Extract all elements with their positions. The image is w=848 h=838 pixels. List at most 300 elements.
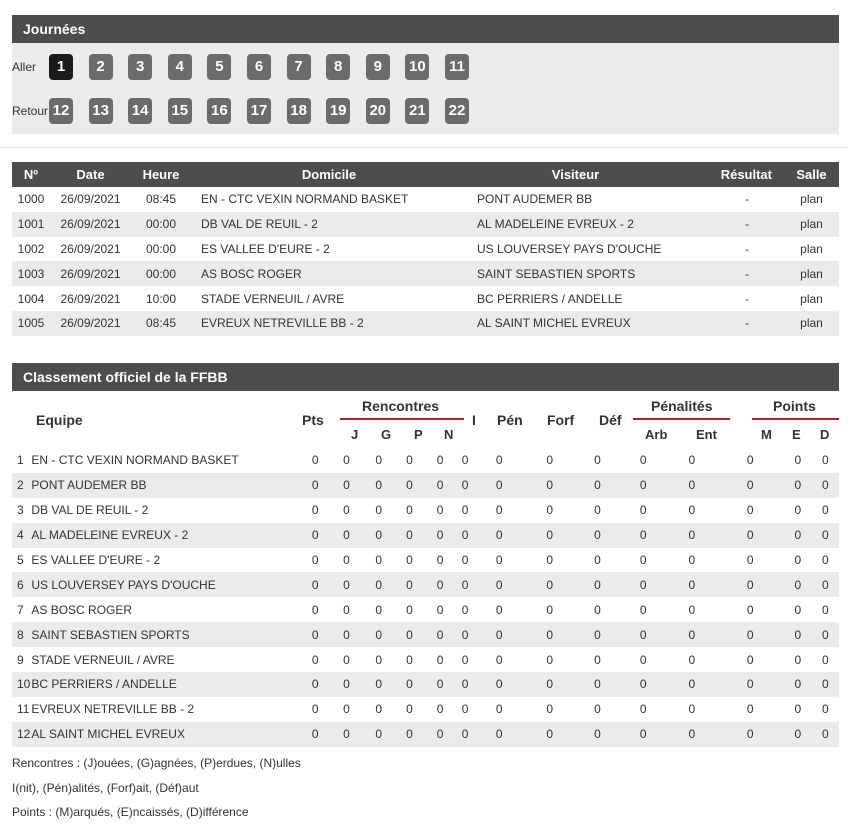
standing-def: 0: [576, 722, 619, 747]
standing-arb: 0: [639, 453, 647, 468]
header-j: J: [351, 427, 359, 442]
standing-arb: 0: [619, 722, 668, 747]
journee-button-9[interactable]: 9: [366, 54, 390, 80]
standing-j: 0: [329, 722, 363, 747]
standing-team: ES VALLEE D'EURE - 2: [31, 553, 161, 567]
standing-d: 0: [812, 523, 839, 548]
standing-m: 0: [716, 672, 784, 697]
standing-ent: 0: [668, 523, 717, 548]
standing-pts: 0: [311, 503, 319, 518]
match-date: 26/09/2021: [60, 241, 121, 256]
standing-forf: 0: [546, 652, 554, 667]
standing-pen: 0: [495, 702, 503, 717]
standing-arb: 0: [639, 702, 647, 717]
standing-n: 0: [436, 602, 444, 617]
match-venue-link[interactable]: plan: [784, 311, 839, 336]
standing-rank: 2: [12, 473, 30, 498]
standing-i: 0: [461, 602, 469, 617]
standing-team: AL SAINT MICHEL EVREUX: [30, 722, 301, 747]
standing-g: 0: [364, 473, 394, 498]
match-row: [12, 187, 839, 212]
standing-row: [12, 597, 839, 622]
standing-rank: 9: [17, 652, 24, 667]
standing-pen: 0: [475, 473, 524, 498]
match-away-team: SAINT SEBASTIEN SPORTS: [467, 261, 684, 286]
standing-i: 0: [461, 503, 469, 518]
match-row: [12, 212, 839, 237]
standing-pts: 0: [301, 523, 329, 548]
match-row: [12, 286, 839, 311]
standing-forf: 0: [524, 722, 577, 747]
header-d: D: [820, 427, 830, 442]
journee-button-1[interactable]: 1: [49, 54, 73, 80]
standing-p: 0: [406, 453, 413, 468]
match-result: -: [684, 261, 784, 286]
standing-forf: 0: [546, 602, 554, 617]
standing-g: 0: [375, 652, 383, 667]
match-result: -: [745, 192, 749, 207]
header-forf: Forf: [547, 412, 575, 428]
standing-i: 0: [461, 702, 469, 717]
standing-ent: 0: [688, 553, 696, 567]
journee-button-12[interactable]: 12: [49, 98, 73, 124]
standing-n: 0: [425, 572, 455, 597]
standing-e: 0: [794, 453, 802, 468]
header-p: P: [414, 427, 423, 442]
standing-n: 0: [425, 672, 455, 697]
standing-d: 0: [821, 652, 829, 667]
standing-m: 0: [716, 523, 784, 548]
standing-pen: 0: [495, 652, 503, 667]
standing-def: 0: [576, 473, 619, 498]
standing-ent: 0: [688, 503, 696, 518]
standing-e: 0: [784, 672, 811, 697]
standing-j: 0: [329, 672, 363, 697]
match-row: [12, 311, 839, 336]
header-n: N: [444, 427, 454, 442]
standing-n: 0: [436, 702, 444, 717]
standing-forf: 0: [546, 453, 554, 468]
standing-forf: 0: [546, 503, 554, 518]
standing-team: PONT AUDEMER BB: [30, 473, 301, 498]
standing-row: [12, 622, 839, 647]
standing-def: 0: [594, 652, 601, 667]
standing-i: 0: [455, 473, 475, 498]
standing-e: 0: [784, 523, 811, 548]
standing-team: US LOUVERSEY PAYS D'OUCHE: [30, 572, 301, 597]
match-venue-link[interactable]: plan: [784, 261, 839, 286]
journee-button-10[interactable]: 10: [405, 54, 429, 80]
standing-g: 0: [375, 453, 383, 468]
standing-team: BC PERRIERS / ANDELLE: [30, 672, 301, 697]
penalites-underline: [633, 418, 730, 420]
col-visiteur: Visiteur: [467, 162, 684, 187]
rencontres-underline: [340, 418, 464, 420]
standing-pts: 0: [311, 652, 319, 667]
points-underline: [752, 418, 839, 420]
journee-button-3[interactable]: 3: [128, 54, 152, 80]
standing-j: 0: [329, 473, 363, 498]
standing-forf: 0: [546, 702, 554, 717]
col-salle: Salle: [784, 162, 839, 187]
standing-arb: 0: [639, 503, 647, 518]
journee-button-13[interactable]: 13: [89, 98, 113, 124]
standing-pts: 0: [311, 553, 319, 567]
standing-d: 0: [821, 602, 829, 617]
match-time: 00:00: [131, 261, 191, 286]
standing-n: 0: [425, 473, 455, 498]
standing-def: 0: [576, 523, 619, 548]
match-number: 1004: [17, 291, 45, 306]
col-resultat: Résultat: [684, 162, 784, 187]
standing-rank: 12: [12, 722, 30, 747]
match-number: 1005: [12, 311, 50, 336]
match-result: -: [684, 212, 784, 237]
standing-pts: 0: [301, 722, 329, 747]
standing-pts: 0: [301, 572, 329, 597]
standing-row: [12, 672, 839, 697]
standing-def: 0: [594, 503, 601, 518]
classement-header: Classement officiel de la FFBB: [12, 363, 839, 391]
legend-rencontres: Rencontres : (J)ouées, (G)agnées, (P)erdues, (N)ulles: [12, 756, 301, 770]
standing-pen: 0: [475, 622, 524, 647]
standing-p: 0: [406, 702, 413, 717]
standings-table: [12, 448, 839, 747]
match-venue-link[interactable]: plan: [800, 192, 823, 207]
match-away-team: US LOUVERSEY PAYS D'OUCHE: [477, 241, 662, 256]
header-equipe: Equipe: [36, 412, 83, 428]
standing-ent: 0: [688, 602, 696, 617]
journee-button-5[interactable]: 5: [207, 54, 231, 80]
match-number: 1000: [17, 192, 45, 207]
standing-def: 0: [594, 702, 601, 717]
match-away-team: PONT AUDEMER BB: [477, 192, 593, 207]
standing-j: 0: [343, 553, 350, 567]
header-pen: Pén: [497, 412, 523, 428]
journee-button-11[interactable]: 11: [445, 54, 469, 80]
journee-button-21[interactable]: 21: [405, 98, 429, 124]
standing-g: 0: [375, 602, 383, 617]
header-pts: Pts: [302, 412, 324, 428]
standing-m: 0: [746, 453, 754, 468]
standing-arb: 0: [639, 652, 647, 667]
standing-arb: 0: [619, 473, 668, 498]
standing-p: 0: [394, 473, 425, 498]
standing-rank: 10: [12, 672, 30, 697]
retour-label: Retour: [12, 104, 49, 118]
journee-button-2[interactable]: 2: [89, 54, 113, 80]
standing-def: 0: [594, 553, 601, 567]
standing-j: 0: [343, 453, 350, 468]
match-time: 08:45: [131, 311, 191, 336]
aller-label: Aller: [12, 60, 37, 74]
standing-arb: 0: [639, 602, 647, 617]
standing-arb: 0: [639, 553, 647, 567]
standing-g: 0: [364, 572, 394, 597]
standing-team: STADE VERNEUIL / AVRE: [31, 652, 175, 667]
standing-pen: 0: [495, 553, 503, 567]
standing-e: 0: [784, 572, 811, 597]
match-time: 00:00: [145, 241, 177, 256]
standing-pen: 0: [475, 572, 524, 597]
standing-m: 0: [746, 602, 754, 617]
match-time: 10:00: [145, 291, 177, 306]
col-heure: Heure: [131, 162, 191, 187]
standing-j: 0: [329, 622, 363, 647]
standing-p: 0: [406, 602, 413, 617]
match-number: 1002: [17, 241, 45, 256]
standing-d: 0: [812, 672, 839, 697]
standing-d: 0: [812, 722, 839, 747]
match-home-team: ES VALLEE D'EURE - 2: [201, 241, 330, 256]
standing-rank: 3: [17, 503, 24, 518]
match-home-team: EN - CTC VEXIN NORMAND BASKET: [201, 192, 409, 207]
match-number: 1001: [12, 212, 50, 237]
match-row: [12, 237, 839, 262]
header-g: G: [381, 427, 392, 442]
standing-forf: 0: [524, 672, 577, 697]
standing-row: [12, 722, 839, 747]
standing-p: 0: [394, 572, 425, 597]
match-number: 1003: [12, 261, 50, 286]
standing-g: 0: [375, 503, 383, 518]
standing-ent: 0: [688, 453, 696, 468]
standing-m: 0: [746, 702, 754, 717]
legend-init: I(nit), (Pén)alités, (Forf)ait, (Déf)aut: [12, 781, 199, 795]
standing-p: 0: [394, 622, 425, 647]
standing-m: 0: [746, 652, 754, 667]
standing-team: DB VAL DE REUIL - 2: [31, 503, 149, 518]
standing-i: 0: [461, 553, 469, 567]
standing-g: 0: [375, 702, 383, 717]
match-home-team: DB VAL DE REUIL - 2: [191, 212, 467, 237]
match-home-team: AS BOSC ROGER: [191, 261, 467, 286]
standing-p: 0: [406, 652, 413, 667]
standing-pen: 0: [495, 453, 503, 468]
journees-header: Journées: [12, 15, 839, 43]
standing-row: [12, 498, 839, 523]
standing-n: 0: [436, 453, 444, 468]
standing-n: 0: [425, 622, 455, 647]
header-i: I: [472, 412, 476, 428]
match-result: -: [745, 291, 749, 306]
standing-e: 0: [784, 622, 811, 647]
standing-m: 0: [716, 572, 784, 597]
header-rencontres: Rencontres: [362, 398, 440, 414]
col-date: Date: [50, 162, 131, 187]
journee-button-20[interactable]: 20: [366, 98, 390, 124]
standing-i: 0: [455, 622, 475, 647]
standing-d: 0: [812, 572, 839, 597]
standing-m: 0: [716, 722, 784, 747]
standing-j: 0: [343, 503, 350, 518]
standing-row: [12, 548, 839, 573]
standing-ent: 0: [668, 672, 717, 697]
match-venue-link[interactable]: plan: [784, 212, 839, 237]
section-divider: [0, 147, 848, 148]
standing-e: 0: [784, 722, 811, 747]
journee-button-4[interactable]: 4: [168, 54, 192, 80]
standing-forf: 0: [546, 553, 554, 567]
standing-n: 0: [436, 503, 444, 518]
matches-table: [12, 162, 839, 336]
standing-forf: 0: [524, 622, 577, 647]
standing-p: 0: [394, 722, 425, 747]
journee-button-6[interactable]: 6: [247, 54, 271, 80]
standing-g: 0: [364, 523, 394, 548]
standing-ent: 0: [668, 622, 717, 647]
match-date: 26/09/2021: [60, 192, 121, 207]
standing-row: [12, 647, 839, 672]
match-date: 26/09/2021: [60, 291, 121, 306]
match-date: 26/09/2021: [50, 261, 131, 286]
standing-def: 0: [594, 453, 601, 468]
standing-team: AL MADELEINE EVREUX - 2: [30, 523, 301, 548]
standing-n: 0: [436, 553, 444, 567]
standing-arb: 0: [619, 523, 668, 548]
standing-e: 0: [794, 503, 802, 518]
standing-p: 0: [406, 553, 413, 567]
standing-j: 0: [343, 652, 350, 667]
header-ent: Ent: [696, 427, 717, 442]
standing-rank: 11: [17, 702, 30, 717]
journee-button-19[interactable]: 19: [326, 98, 350, 124]
standing-row: [12, 448, 839, 473]
matches-header-row: [12, 162, 839, 187]
standing-pts: 0: [311, 702, 319, 717]
standing-pts: 0: [311, 453, 319, 468]
standing-g: 0: [364, 622, 394, 647]
standing-d: 0: [812, 473, 839, 498]
standing-n: 0: [425, 722, 455, 747]
match-time: 00:00: [131, 212, 191, 237]
journee-button-17[interactable]: 17: [247, 98, 271, 124]
standing-pts: 0: [301, 622, 329, 647]
standing-rank: 4: [12, 523, 30, 548]
standing-team: SAINT SEBASTIEN SPORTS: [30, 622, 301, 647]
standing-arb: 0: [619, 622, 668, 647]
journee-button-8[interactable]: 8: [326, 54, 350, 80]
standing-ent: 0: [668, 722, 717, 747]
journee-button-14[interactable]: 14: [128, 98, 152, 124]
header-arb: Arb: [645, 427, 668, 442]
standing-e: 0: [794, 652, 802, 667]
standing-e: 0: [794, 702, 802, 717]
standing-n: 0: [436, 652, 444, 667]
journee-button-22[interactable]: 22: [445, 98, 469, 124]
standing-e: 0: [784, 473, 811, 498]
standing-pen: 0: [475, 523, 524, 548]
standing-d: 0: [821, 453, 829, 468]
journee-button-7[interactable]: 7: [287, 54, 311, 80]
standing-p: 0: [406, 503, 413, 518]
standing-def: 0: [594, 602, 601, 617]
standing-d: 0: [821, 503, 829, 518]
match-home-team: STADE VERNEUIL / AVRE: [201, 291, 345, 306]
standing-rank: 7: [17, 602, 24, 617]
col-domicile: Domicile: [191, 162, 467, 187]
journee-button-16[interactable]: 16: [207, 98, 231, 124]
match-away-team: AL SAINT MICHEL EVREUX: [467, 311, 684, 336]
match-row: [12, 261, 839, 286]
standing-d: 0: [821, 702, 829, 717]
standing-arb: 0: [619, 672, 668, 697]
standing-m: 0: [716, 473, 784, 498]
standing-pts: 0: [311, 602, 319, 617]
standing-ent: 0: [688, 702, 696, 717]
standing-p: 0: [394, 523, 425, 548]
header-e: E: [792, 427, 801, 442]
standing-pen: 0: [475, 722, 524, 747]
standing-team: EN - CTC VEXIN NORMAND BASKET: [31, 453, 239, 468]
standing-pts: 0: [301, 672, 329, 697]
match-date: 26/09/2021: [50, 212, 131, 237]
standing-team: AS BOSC ROGER: [31, 602, 133, 617]
header-m: M: [761, 427, 772, 442]
standing-i: 0: [461, 652, 469, 667]
standing-m: 0: [746, 553, 754, 567]
standing-i: 0: [455, 572, 475, 597]
match-away-team: BC PERRIERS / ANDELLE: [477, 291, 623, 306]
standing-def: 0: [576, 622, 619, 647]
journees-panel: [12, 43, 839, 134]
standing-forf: 0: [524, 523, 577, 548]
standing-pen: 0: [495, 503, 503, 518]
standing-ent: 0: [668, 473, 717, 498]
legend-points: Points : (M)arqués, (E)ncaissés, (D)ifférence: [12, 805, 249, 819]
standing-row: [12, 473, 839, 498]
match-time: 08:45: [145, 192, 177, 207]
match-venue-link[interactable]: plan: [800, 291, 823, 306]
standing-row: [12, 572, 839, 597]
standing-j: 0: [343, 702, 350, 717]
standing-j: 0: [343, 602, 350, 617]
match-venue-link[interactable]: plan: [800, 241, 823, 256]
match-result: -: [745, 241, 749, 256]
standing-i: 0: [455, 672, 475, 697]
match-home-team: EVREUX NETREVILLE BB - 2: [191, 311, 467, 336]
standing-row: [12, 697, 839, 722]
standing-pts: 0: [301, 473, 329, 498]
standing-g: 0: [375, 553, 383, 567]
standing-ent: 0: [668, 572, 717, 597]
journee-button-18[interactable]: 18: [287, 98, 311, 124]
standing-p: 0: [394, 672, 425, 697]
standing-rank: 5: [17, 553, 24, 567]
standing-i: 0: [461, 453, 469, 468]
standing-i: 0: [455, 523, 475, 548]
standing-pen: 0: [475, 672, 524, 697]
standing-e: 0: [794, 553, 802, 567]
standing-rank: 8: [12, 622, 30, 647]
standing-rank: 6: [12, 572, 30, 597]
standing-m: 0: [746, 503, 754, 518]
standing-e: 0: [794, 602, 802, 617]
standing-m: 0: [716, 622, 784, 647]
header-points: Points: [773, 398, 816, 414]
standing-def: 0: [576, 572, 619, 597]
standing-arb: 0: [619, 572, 668, 597]
standing-row: [12, 523, 839, 548]
col-no: Nº: [12, 162, 50, 187]
standing-d: 0: [812, 622, 839, 647]
match-away-team: AL MADELEINE EVREUX - 2: [467, 212, 684, 237]
standing-n: 0: [425, 523, 455, 548]
journee-button-15[interactable]: 15: [168, 98, 192, 124]
standing-j: 0: [329, 572, 363, 597]
standing-forf: 0: [524, 473, 577, 498]
standing-j: 0: [329, 523, 363, 548]
